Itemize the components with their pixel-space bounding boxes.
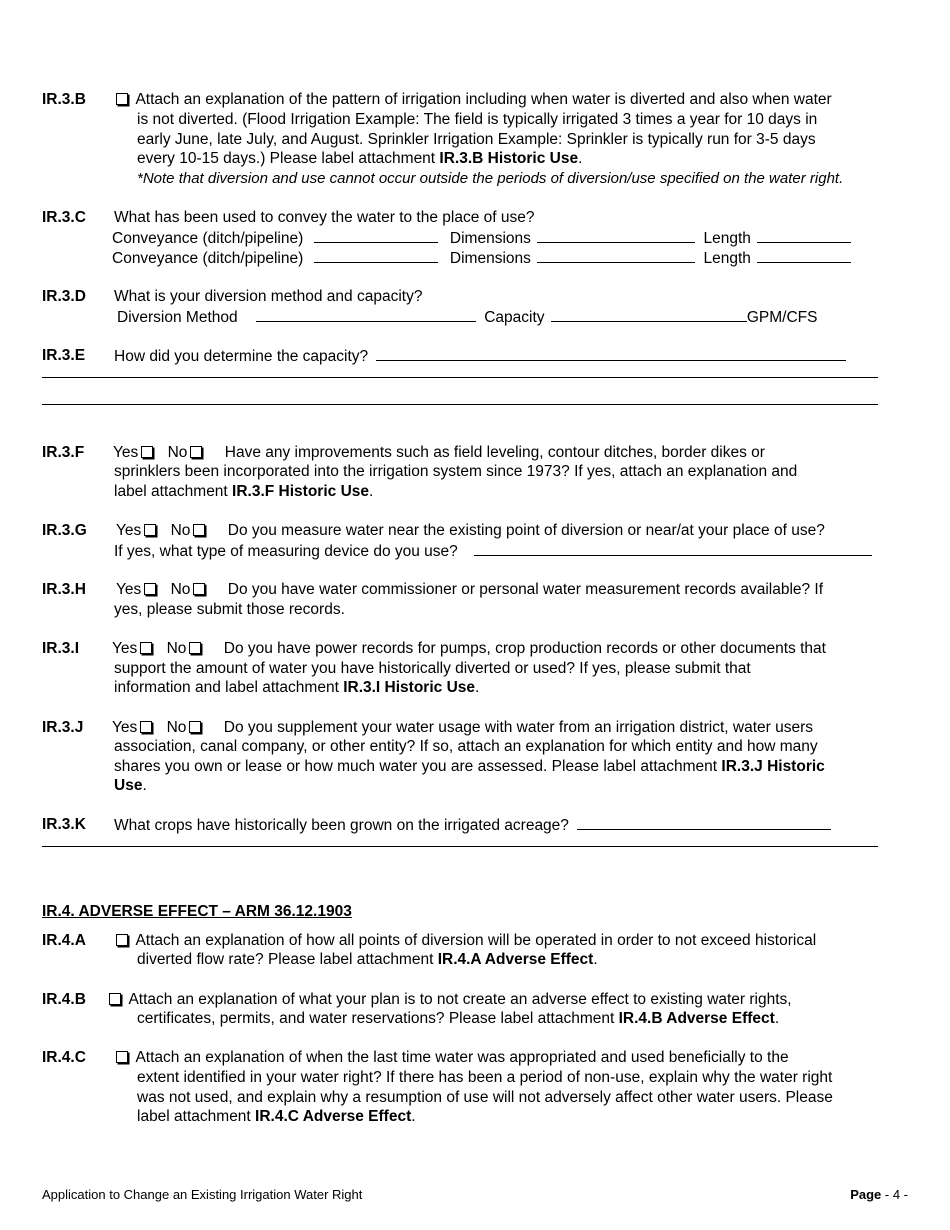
conveyance-field[interactable] (314, 228, 438, 243)
dimensions-field[interactable] (537, 228, 695, 243)
item-label: IR.3.C (42, 209, 86, 226)
yes-checkbox[interactable] (140, 642, 152, 654)
capacity-field[interactable] (551, 307, 747, 322)
yes-checkbox[interactable] (140, 721, 152, 733)
yes-no-question: Yes No Do you have power records for pumps, crop production records or other documents that (112, 640, 826, 657)
attachment-name: IR.4.B Adverse Effect (618, 1010, 775, 1027)
conveyance-row: Conveyance (ditch/pipeline) Dimensions Length (112, 228, 851, 249)
question-text: support the amount of water you have historically diverted or used? If yes, please submit that (114, 660, 751, 677)
item-ir3b-line4: every 10-15 days.) Please label attachment IR.3.B Historic Use. (137, 150, 583, 167)
length-field[interactable] (757, 248, 851, 263)
capacity-method-field[interactable] (376, 346, 846, 361)
question-text: label attachment IR.3.F Historic Use. (114, 483, 374, 500)
item-label: IR.4.C (42, 1049, 86, 1066)
attachment-name: IR.4.A Adverse Effect (437, 951, 594, 968)
item-label: IR.4.A (42, 932, 86, 949)
answer-line[interactable] (42, 846, 878, 847)
attachment-name: IR.4.C Adverse Effect (255, 1108, 412, 1125)
item-label: IR.3.E (42, 347, 86, 364)
checkbox[interactable] (109, 993, 121, 1005)
conveyance-row: Conveyance (ditch/pipeline) Dimensions Length (112, 248, 851, 269)
item-label: IR.3.D (42, 288, 86, 305)
item-label: IR.3.K (42, 816, 86, 833)
checkbox[interactable] (116, 1051, 128, 1063)
question-text: information and label attachment IR.3.I Historic Use. (114, 679, 480, 696)
question-text: sprinklers been incorporated into the irrigation system since 1973? If yes, attach an explanation and (114, 463, 798, 480)
diversion-row: Diversion Method Capacity GPM/CFS (117, 309, 818, 326)
checkbox[interactable] (116, 93, 128, 105)
attachment-name: IR.3.J Historic (721, 758, 825, 775)
no-checkbox[interactable] (193, 524, 205, 536)
attachment-name: Use (114, 777, 143, 794)
question-text: shares you own or lease or how much water you are assessed. Please label attachment IR.3.J Historic (114, 758, 825, 775)
yes-no-question: Yes No Do you measure water near the existing point of diversion or near/at your place of use? (116, 522, 825, 539)
dimensions-field[interactable] (537, 248, 695, 263)
item-ir4c-line1: Attach an explanation of when the last time water was appropriated and used beneficially to the (113, 1048, 789, 1068)
item-ir3b-line3: early June, late July, and August. Sprinkler Irrigation Example: Sprinkler is typically run for 3-5 days (137, 131, 816, 148)
item-ir4a-line1: Attach an explanation of how all points of diversion will be operated in order to not exceed historical (113, 931, 816, 951)
item-ir3b-line2: is not diverted. (Flood Irrigation Example: The field is typically irrigated 3 times a year for 10 days in (137, 111, 818, 128)
attachment-name: IR.3.I Historic Use (343, 679, 475, 696)
item-ir4c-line2: extent identified in your water right? If there has been a period of non-use, explain why the water right (137, 1069, 833, 1086)
yes-no-question: Yes No Do you supplement your water usage with water from an irrigation district, water users (112, 719, 813, 736)
note-text: *Note that diversion and use cannot occur outside the periods of diversion/use specified on the water right. (137, 170, 844, 187)
question-text: What has been used to convey the water to the place of use? (114, 209, 535, 226)
question-row: How did you determine the capacity? (114, 346, 846, 367)
yes-checkbox[interactable] (144, 583, 156, 595)
yes-checkbox[interactable] (141, 446, 153, 458)
attachment-name: IR.3.B Historic Use (439, 150, 579, 167)
section-heading: IR.4. ADVERSE EFFECT – ARM 36.12.1903 (42, 903, 352, 920)
conveyance-field[interactable] (314, 248, 438, 263)
no-checkbox[interactable] (190, 446, 202, 458)
footer-title: Application to Change an Existing Irrigation Water Right (42, 1187, 363, 1202)
item-ir4c-line4: label attachment IR.4.C Adverse Effect. (137, 1108, 416, 1125)
no-checkbox[interactable] (189, 721, 201, 733)
yes-no-question: Yes No Have any improvements such as field leveling, contour ditches, border dikes or (113, 444, 765, 461)
item-ir4b-line1: Attach an explanation of what your plan is to not create an adverse effect to existing water rights, (106, 990, 792, 1010)
item-label: IR.3.B (42, 91, 86, 108)
question-row: If yes, what type of measuring device do you use? (114, 541, 872, 562)
item-label: IR.3.G (42, 522, 87, 539)
question-text: yes, please submit those records. (114, 601, 345, 618)
item-ir4c-line3: was not used, and explain why a resumption of use will not adversely affect other water users. Please (137, 1089, 833, 1106)
diversion-method-field[interactable] (256, 307, 476, 322)
question-text: What is your diversion method and capacity? (114, 288, 423, 305)
item-ir3b-line1: Attach an explanation of the pattern of irrigation including when water is diverted and also when water (113, 90, 832, 110)
question-text: Use. (114, 777, 147, 794)
answer-line[interactable] (42, 404, 878, 405)
item-label: IR.3.H (42, 581, 86, 598)
question-row: What crops have historically been grown on the irrigated acreage? (114, 815, 831, 836)
yes-checkbox[interactable] (144, 524, 156, 536)
measuring-device-field[interactable] (474, 541, 872, 556)
item-ir4b-line2: certificates, permits, and water reservations? Please label attachment IR.4.B Adverse Effect. (137, 1010, 780, 1027)
item-label: IR.4.B (42, 991, 86, 1008)
yes-no-question: Yes No Do you have water commissioner or personal water measurement records available? If (116, 581, 824, 598)
question-text: association, canal company, or other entity? If so, attach an explanation for which entity and how many (114, 738, 818, 755)
item-ir4a-line2: diverted flow rate? Please label attachment IR.4.A Adverse Effect. (137, 951, 598, 968)
page-number: Page - 4 - (850, 1187, 908, 1202)
item-label: IR.3.J (42, 719, 84, 736)
length-field[interactable] (757, 228, 851, 243)
item-label: IR.3.F (42, 444, 85, 461)
answer-line[interactable] (42, 377, 878, 378)
no-checkbox[interactable] (193, 583, 205, 595)
attachment-name: IR.3.F Historic Use (232, 483, 370, 500)
no-checkbox[interactable] (189, 642, 201, 654)
item-label: IR.3.I (42, 640, 80, 657)
crops-field[interactable] (577, 815, 831, 830)
checkbox[interactable] (116, 934, 128, 946)
